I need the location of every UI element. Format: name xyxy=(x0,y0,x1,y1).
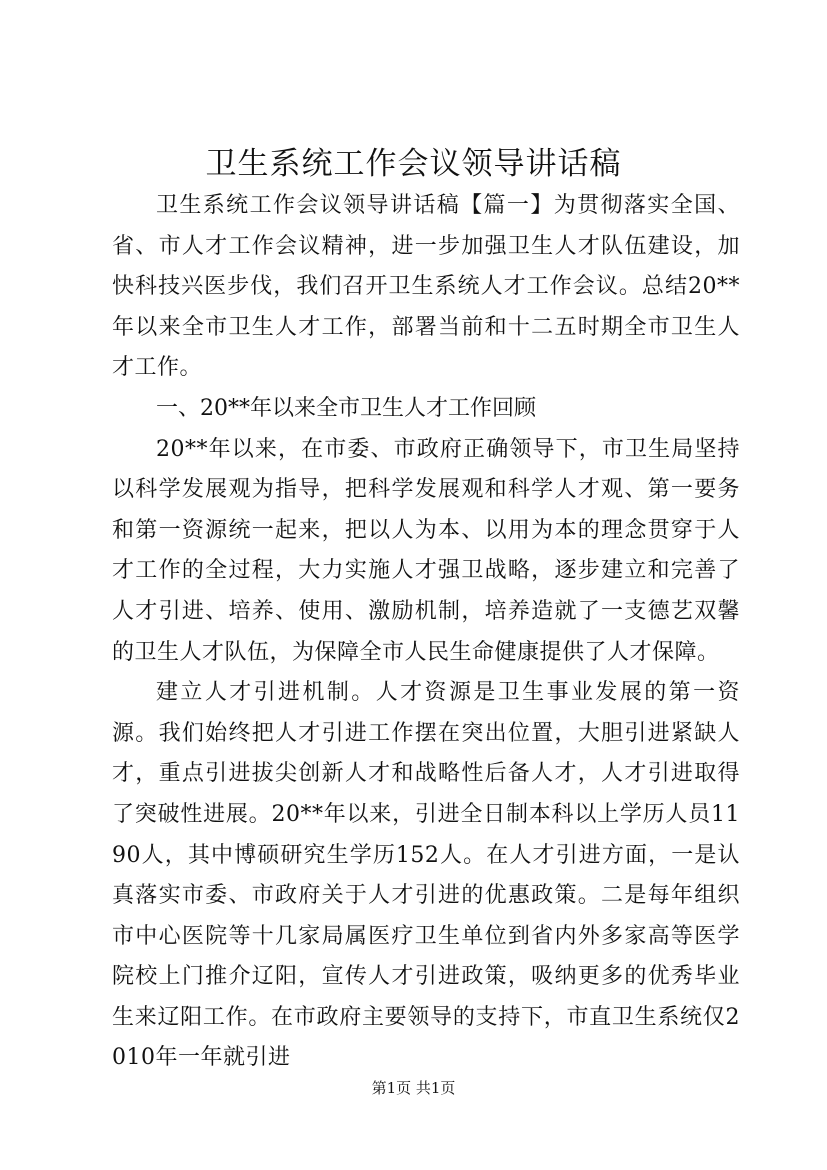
section-heading: 一、20**年以来全市卫生人才工作回顾 xyxy=(156,395,536,421)
page-number-footer: 第1页 共1页 xyxy=(371,1079,456,1097)
document-body xyxy=(112,186,740,1079)
paragraph-review: 20**年以来，在市委、市政府正确领导下，市卫生局坚持以科学发展观为指导，把科学发展观和科学人才观、第一要务和第一资源统一起来，把以人为本、以用为本的理念贯穿于人才工作的全过程，大力实施人才强卫战略，逐步建立和完善了人才引进、培养、使用、激励机制，培养造就了一支德艺双馨的卫生人才队伍，为保障全市人民生命健康提供了人才保障。 xyxy=(112,436,740,665)
paragraph-intro: 卫生系统工作会议领导讲话稿【篇一】为贯彻落实全国、省、市人才工作会议精神，进一步加强卫生人才队伍建设，加快科技兴医步伐，我们召开卫生系统人才工作会议。总结20**年以来全市卫生人才工作，部署当前和十二五时期全市卫生人才工作。 xyxy=(112,193,740,381)
document-title: 卫生系统工作会议领导讲话稿 xyxy=(205,146,622,182)
paragraph-talent-introduction: 建立人才引进机制。人才资源是卫生事业发展的第一资源。我们始终把人才引进工作摆在突出位置，大胆引进紧缺人才，重点引进拔尖创新人才和战略性后备人才，人才引进取得了突破性进展。20**年以来，引进全日制本科以上学历人员1190人，其中博硕研究生学历152人。在人才引进方面，一是认真落实市委、市政府关于人才引进的优惠政策。二是每年组织市中心医院等十几家局属医疗卫生单位到省内外多家高等医学院校上门推介辽阳，宣传人才引进政策，吸纳更多的优秀毕业生来辽阳工作。在市政府主要领导的支持下，市直卫生系统仅2010年一年就引进 xyxy=(112,680,740,1071)
